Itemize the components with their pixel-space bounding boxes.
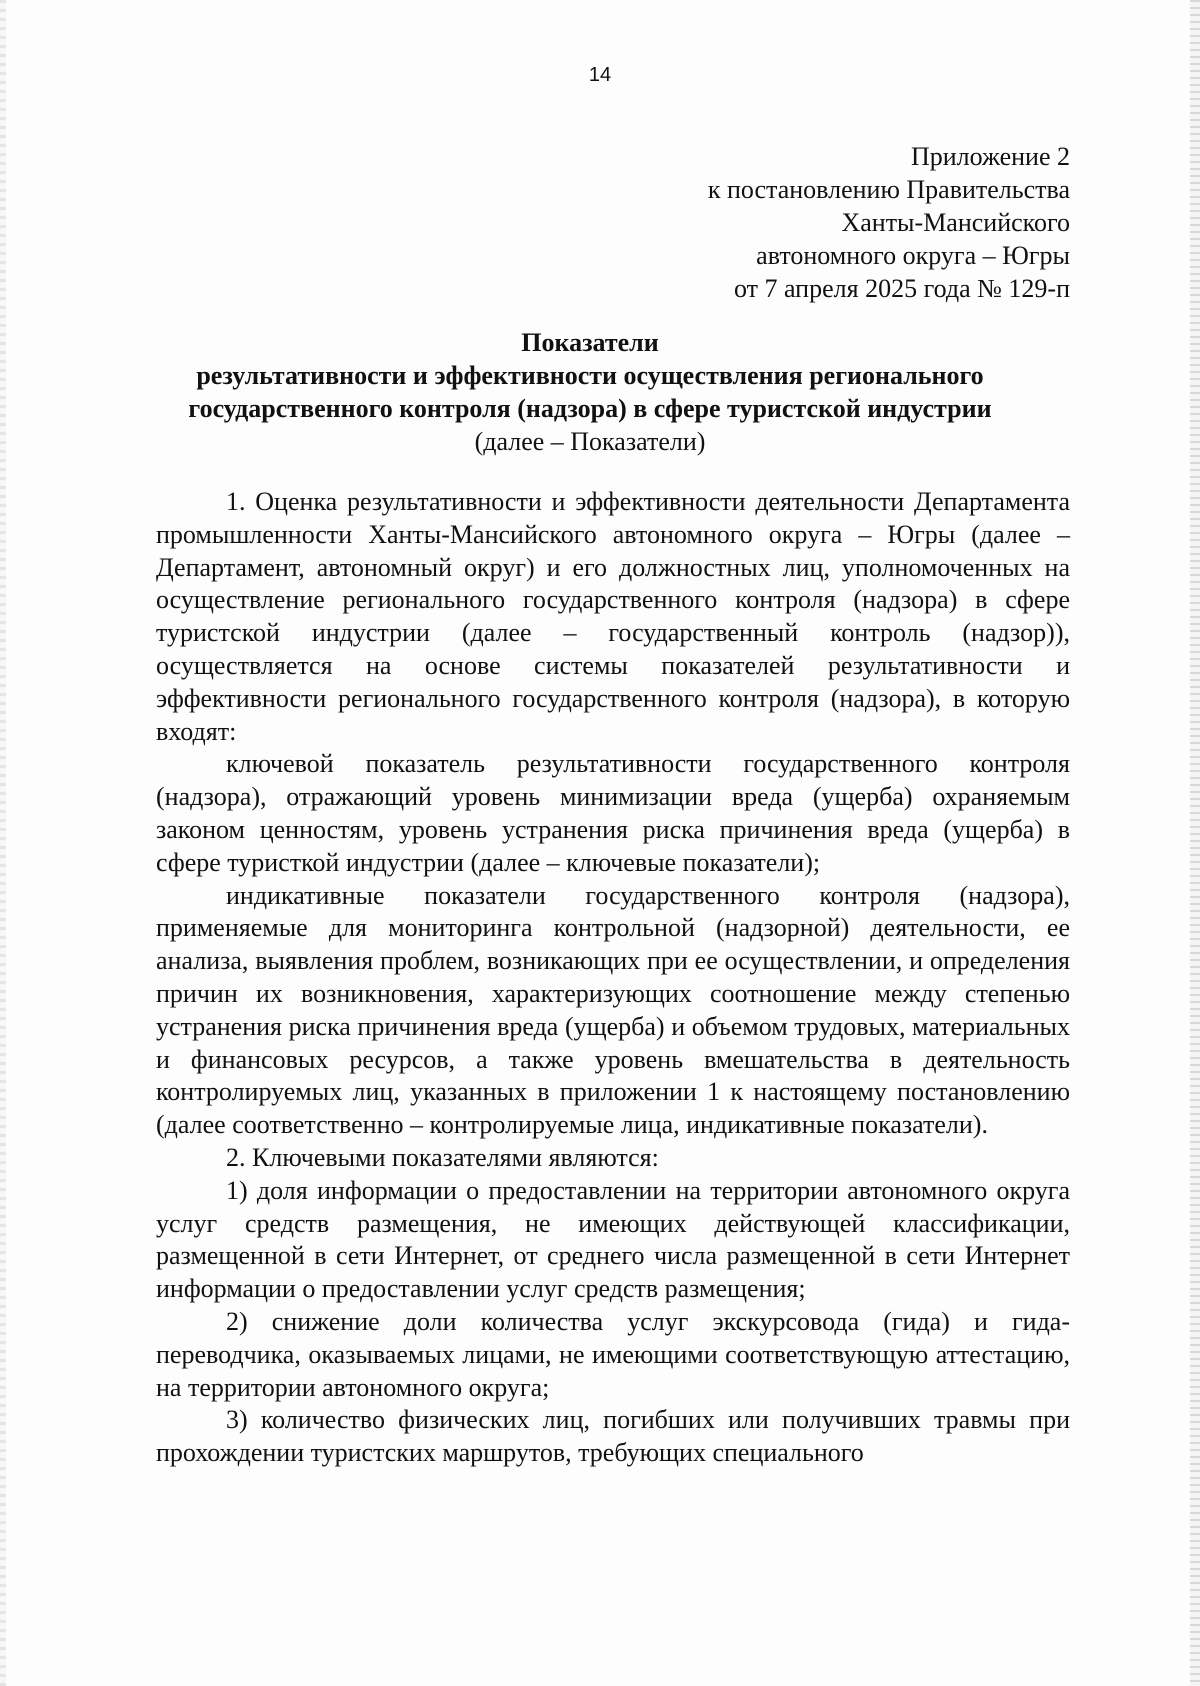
scan-edge-left: [0, 0, 6, 1686]
title-line: государственного контроля (надзора) в сфере туристской индустрии: [188, 394, 992, 423]
document-body: [156, 486, 1070, 1470]
body-paragraph: 1. Оценка результативности и эффективности деятельности Департамента промышленности Ханты-Мансийского автономного округа – Югры (далее – Департамент, автономный округ) и его должностных лиц, уполномоченных на осуществление регионального государственного контроля (надзора) в сфере туристской индустрии (далее – государственный контроль (надзор)), осуществляется на основе системы показателей результативности и эффективности регионального государственного контроля (надзора), в которую входят:: [156, 487, 1070, 746]
body-paragraph: индикативные показатели государственного контроля (надзора), применяемые для мониторинга контрольной (надзорной) деятельности, ее анализа, выявления проблем, возникающих при ее осуществлении, и определения причин их возникновения, характеризующих соотношение между степенью устранения риска причинения вреда (ущерба) и объемом трудовых, материальных и финансовых ресурсов, а также уровень вмешательства в деятельность контролируемых лиц, указанных в приложении 1 к настоящему постановлению (далее соответственно – контролируемые лица, индикативные показатели).: [156, 880, 1070, 1140]
appendix-line: Приложение 2: [910, 142, 1070, 171]
appendix-reference: [708, 140, 1070, 305]
document-title: [120, 326, 1060, 458]
body-paragraph: ключевой показатель результативности государственного контроля (надзора), отражающий уровень минимизации вреда (ущерба) охраняемым законом ценностям, уровень устранения риска причинения вреда (ущерба) в сфере туристкой индустрии (далее – ключевые показатели);: [156, 749, 1070, 877]
appendix-line: автономного округа – Югры: [756, 241, 1070, 270]
appendix-line: от 7 апреля 2025 года № 129-п: [733, 274, 1070, 303]
scan-edge-right: [1190, 0, 1200, 1686]
body-paragraph: 1) доля информации о предоставлении на территории автономного округа услуг средств размещения, не имеющих действующей классификации, размещенной в сети Интернет, от среднего числа размещенной в сети Интернет информации о предоставлении услуг средств размещения;: [156, 1175, 1070, 1304]
appendix-line: Ханты-Мансийского: [841, 208, 1070, 237]
body-paragraph: 2) снижение доли количества услуг экскурсовода (гида) и гида-переводчика, оказываемых лицами, не имеющими соответствующую аттестацию, на территории автономного округа;: [156, 1306, 1070, 1402]
title-line: Показатели: [521, 328, 659, 357]
body-paragraph: 2. Ключевыми показателями являются:: [226, 1142, 659, 1172]
title-line: результативности и эффективности осуществления регионального: [196, 361, 984, 390]
title-subtitle: (далее – Показатели): [474, 427, 706, 456]
appendix-line: к постановлению Правительства: [707, 175, 1070, 204]
body-paragraph: 3) количество физических лиц, погибших или получивших травмы при прохождении туристских маршрутов, требующих специального: [156, 1405, 1070, 1468]
page-number: 14: [588, 64, 612, 86]
